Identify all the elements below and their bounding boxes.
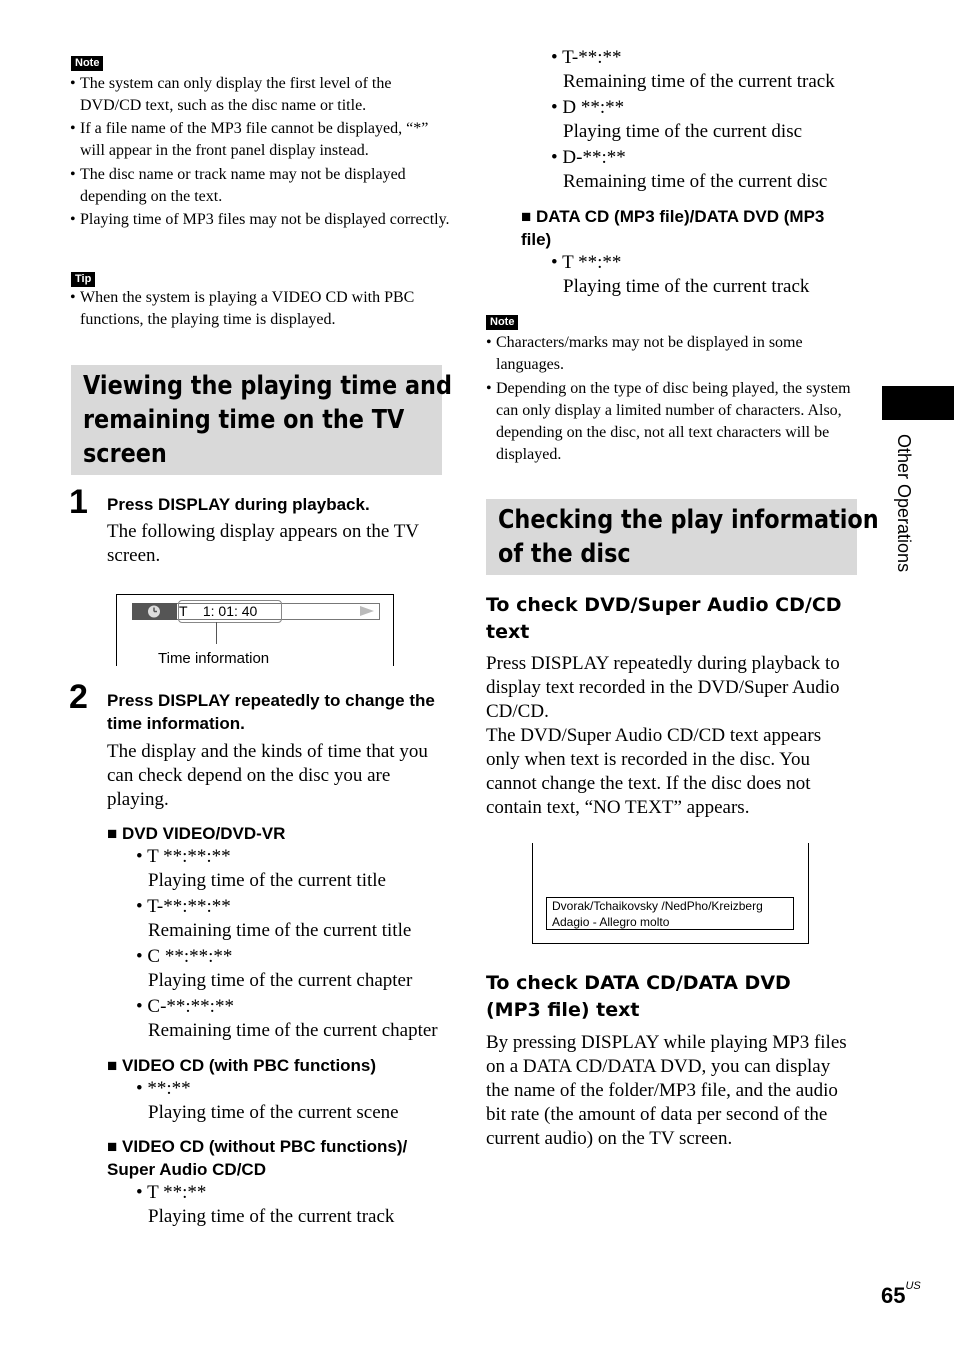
time-code: • **:** [136, 1078, 191, 1099]
disc-type-heading: ■ VIDEO CD (with PBC functions) [107, 1056, 377, 1075]
callout-caption: Time information [158, 650, 270, 667]
time-desc: Remaining time of the current disc [563, 171, 828, 192]
time-code: • D-**:** [551, 147, 626, 168]
disc-type-heading-cont: Super Audio CD/CD [107, 1160, 266, 1179]
step-number: 1 [69, 483, 88, 521]
time-code: • T-**:**:** [136, 896, 231, 917]
note-item: • The system can only display the first level of the DVD/CD text, such as the disc name or title. [70, 75, 392, 114]
time-highlight [178, 600, 282, 623]
paragraph: Press DISPLAY repeatedly during playback to display text recorded in the DVD/Super Audio CD/CD. [486, 653, 840, 722]
note-item: • If a file name of the MP3 file cannot be displayed, “*” will appear in the front panel display instead. [70, 120, 429, 159]
disc-text-line: Dvorak/Tchaikovsky /NedPho/Kreizberg [552, 899, 763, 913]
step-body: The display and the kinds of time that you can check depend on the disc you are playing. [107, 741, 428, 810]
clock-icon [132, 603, 177, 620]
callout-line [216, 622, 217, 644]
time-code: • C **:**:** [136, 946, 233, 967]
subsection-heading: To check DATA CD/DATA DVD (MP3 file) text [486, 972, 791, 1021]
disc-type-heading-cont: file) [521, 230, 552, 249]
paragraph: By pressing DISPLAY while playing MP3 files on a DATA CD/DATA DVD, you can display the name of the folder/MP3 file, and the audio bit rate (the amount of data per second of the current audio) on the TV screen. [486, 1032, 847, 1149]
note-item: • Depending on the type of disc being played, the system can only display a limited number of characters. Also, depending on the disc, not all text characters will be displayed. [486, 380, 851, 463]
time-desc: Playing time of the current title [148, 870, 386, 891]
disc-type-heading: ■ DATA CD (MP3 file)/DATA DVD (MP3 [521, 207, 825, 226]
time-desc: Playing time of the current track [148, 1206, 395, 1227]
time-code: • T **:** [136, 1182, 207, 1203]
time-readout: T 1: 01: 40 [179, 603, 258, 619]
section-heading: Viewing the playing time and remaining time on the TV screen [83, 371, 452, 469]
section-heading-box [486, 499, 879, 575]
time-desc: Remaining time of the current track [563, 71, 835, 92]
step-body: The following display appears on the TV screen. [107, 521, 419, 566]
section-heading-box [71, 365, 452, 475]
section-heading: Checking the play information of the disc [498, 505, 879, 569]
step-title: Press DISPLAY repeatedly to change the time information. [107, 691, 435, 733]
time-code: • C-**:**:** [136, 996, 234, 1017]
play-icon [360, 606, 374, 616]
time-desc: Remaining time of the current title [148, 920, 412, 941]
time-desc: Playing time of the current scene [148, 1102, 399, 1123]
tv-screen-illustration [532, 843, 809, 944]
section-tab [882, 386, 954, 420]
paragraph: The DVD/Super Audio CD/CD text appears only when text is recorded in the disc. You cannot change the text. If the disc does not contain text, “NO TEXT” appears. [486, 725, 822, 818]
disc-type-heading: ■ DVD VIDEO/DVD-VR [107, 824, 286, 843]
time-desc: Playing time of the current track [563, 276, 810, 297]
disc-type-heading: ■ VIDEO CD (without PBC functions)/ [107, 1137, 408, 1156]
subsection-heading: To check DVD/Super Audio CD/CD text [486, 594, 842, 643]
note-badge: Note [486, 315, 518, 330]
note-item: • The disc name or track name may not be displayed depending on the text. [70, 166, 406, 205]
tip-item: • When the system is playing a VIDEO CD with PBC functions, the playing time is displayed. [70, 289, 415, 328]
time-desc: Remaining time of the current chapter [148, 1020, 438, 1041]
tip-badge: Tip [71, 272, 95, 287]
time-code: • T **:**:** [136, 846, 231, 867]
tv-screen-illustration [116, 594, 394, 666]
section-tab-label: Other Operations [894, 434, 914, 573]
step-number: 2 [69, 678, 88, 716]
disc-text-line: Adagio - Allegro molto [552, 915, 670, 929]
time-desc: Playing time of the current disc [563, 121, 803, 142]
note-item: • Playing time of MP3 files may not be displayed correctly. [70, 211, 450, 228]
time-code: • T **:** [551, 252, 622, 273]
step-title: Press DISPLAY during playback. [107, 495, 370, 514]
time-code: • D **:** [551, 97, 625, 118]
time-code: • T-**:** [551, 47, 622, 68]
note-item: • Characters/marks may not be displayed in some languages. [486, 334, 803, 373]
page-number: $65^{US}$ [881, 1280, 921, 1308]
time-desc: Playing time of the current chapter [148, 970, 413, 991]
note-badge: Note [71, 56, 103, 71]
